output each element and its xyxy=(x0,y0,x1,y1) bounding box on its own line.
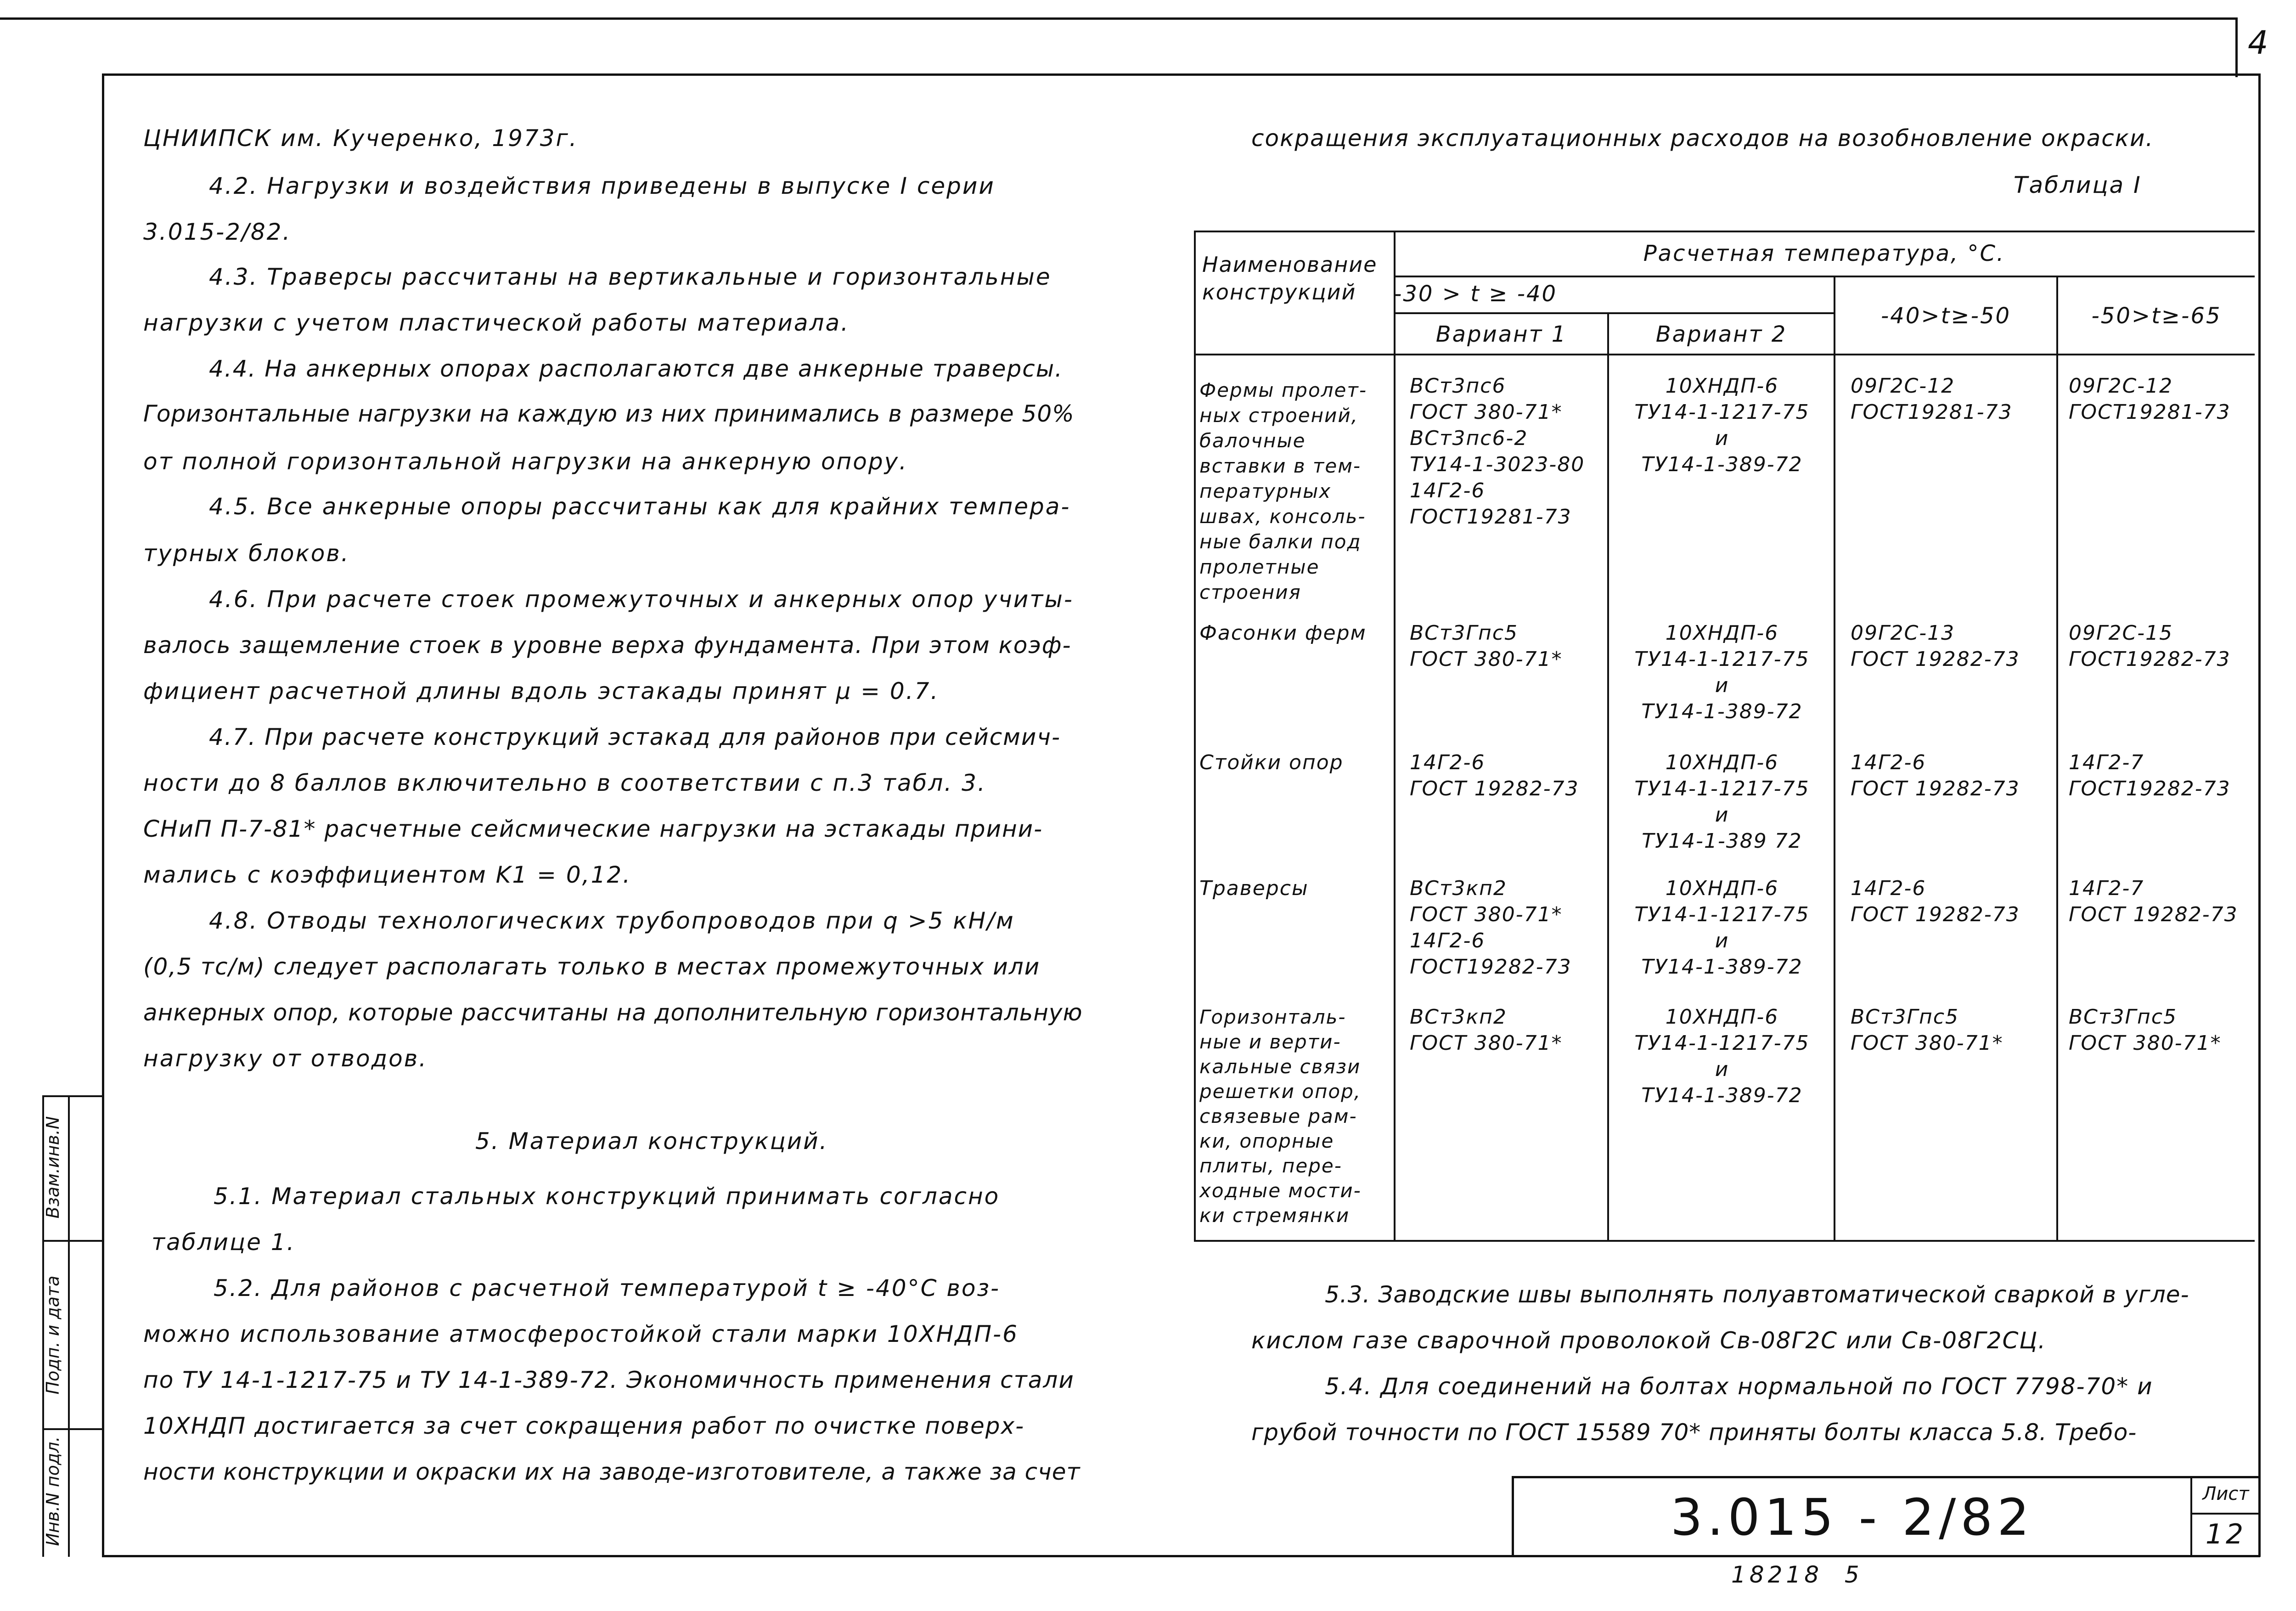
row-col-4: 14Г2-7 ГОСТ19282-73 xyxy=(2069,751,2231,800)
text-line: нагрузку от отводов. xyxy=(143,1045,428,1072)
text-line: 4.8. Отводы технологических трубопроводов при q >5 кН/м xyxy=(209,907,1015,934)
frame-bottom xyxy=(102,1555,2260,1557)
table-line xyxy=(1607,312,1609,1242)
sheet-corner-number: 4 xyxy=(2248,24,2268,62)
top-border-line xyxy=(0,17,2236,20)
side-stamp-label-replace: Взам.инв.N xyxy=(43,1116,63,1219)
frame-left xyxy=(102,73,104,1557)
text-line: нагрузки с учетом пластической работы материала. xyxy=(143,310,850,336)
row-variant-1: ВСт3кп2 ГОСТ 380-71* 14Г2-6 ГОСТ19282-73 xyxy=(1410,877,1572,979)
row-name: Стойки опор xyxy=(1199,751,1344,774)
table-line xyxy=(1194,231,1196,1242)
text-line: 4.4. На анкерных опорах располагаются две анкерные траверсы. xyxy=(209,355,1064,382)
text-line: Горизонтальные нагрузки на каждую из них принимались в размере 50% xyxy=(143,400,1075,427)
row-col-3: 09Г2С-13 ГОСТ 19282-73 xyxy=(1851,621,2020,671)
text-line: ности конструкции и окраски их на заводе-изготовителе, а также за счет xyxy=(143,1459,1080,1485)
row-variant-1: ВСт3Гпс5 ГОСТ 380-71* xyxy=(1410,621,1563,671)
row-name: Фасонки ферм xyxy=(1199,621,1367,645)
row-name: Горизонталь- ные и верти- кальные связи решетки опор, связевые рам- ки, опорные плиты, пере- ходные мости- ки стремянки xyxy=(1199,1006,1362,1227)
frame-right xyxy=(2258,73,2261,1557)
header-range-1: -30 > t ≥ -40 xyxy=(1394,281,1558,307)
header-range-2: -40>t≥-50 xyxy=(1880,303,2011,329)
table-line xyxy=(1194,1240,2255,1242)
text-line: турных блоков. xyxy=(143,540,350,567)
table-line xyxy=(1834,276,1835,1242)
row-variant-2: 10ХНДП-6 ТУ14-1-1217-75 и ТУ14-1-389-72 xyxy=(1634,621,1810,723)
table-line xyxy=(2056,276,2058,1242)
header-variant-1: Вариант 1 xyxy=(1435,321,1567,347)
table-line xyxy=(1394,231,1396,1242)
table-line xyxy=(1394,276,2255,277)
text-line: 5.1. Материал стальных конструкций принимать согласно xyxy=(214,1183,1000,1210)
row-col-4: 09Г2С-15 ГОСТ19282-73 xyxy=(2069,621,2231,671)
side-stamp-mid xyxy=(68,1095,70,1557)
text-line: 4.5. Все анкерные опоры рассчитаны как для крайних темпера- xyxy=(209,493,1071,520)
text-line: 4.6. При расчете стоек промежуточных и анкерных опор учиты- xyxy=(209,586,1074,613)
text-line: от полной горизонтальной нагрузки на анкерную опору. xyxy=(143,448,908,475)
text-line: таблице 1. xyxy=(152,1229,296,1256)
text-line: 4.2. Нагрузки и воздействия приведены в выпуске I серии xyxy=(209,173,995,199)
text-line: сокращения эксплуатационных расходов на возобновление окраски. xyxy=(1251,125,2154,152)
header-range-3: -50>t≥-65 xyxy=(2091,303,2222,329)
text-line: кислом газе сварочной проволокой Св-08Г2С или Св-08Г2СЦ. xyxy=(1251,1327,2047,1354)
text-line: анкерных опор, которые рассчитаны на дополнительную горизонтальную xyxy=(143,999,1083,1026)
row-variant-2: 10ХНДП-6 ТУ14-1-1217-75 и ТУ14-1-389 72 xyxy=(1634,751,1810,853)
table-line xyxy=(1394,312,1835,314)
header-temperature-group: Расчетная температура, °С. xyxy=(1643,241,2005,266)
text-line: 3.015-2/82. xyxy=(143,219,292,245)
row-name: Траверсы xyxy=(1199,877,1309,900)
text-line: по ТУ 14-1-1217-75 и ТУ 14-1-389-72. Экономичность применения стали xyxy=(143,1367,1075,1393)
row-variant-1: 14Г2-6 ГОСТ 19282-73 xyxy=(1410,751,1579,800)
row-variant-2: 10ХНДП-6 ТУ14-1-1217-75 и ТУ14-1-389-72 xyxy=(1634,374,1810,476)
side-stamp-label-inventory: Инв.N подл. xyxy=(43,1436,63,1546)
text-line: 10ХНДП достигается за счет сокращения работ по очистке поверх- xyxy=(143,1413,1025,1439)
text-line: мались с коэффициентом K1 = 0,12. xyxy=(143,862,632,888)
text-line: СНиП П-7-81* расчетные сейсмические нагрузки на эстакады прини- xyxy=(143,816,1043,842)
row-col-4: 14Г2-7 ГОСТ 19282-73 xyxy=(2069,877,2238,926)
bottom-note: 18218 5 xyxy=(1731,1561,1863,1588)
row-col-3: 14Г2-6 ГОСТ 19282-73 xyxy=(1851,877,2020,926)
row-name: Фермы пролет- ных строений, балочные вставки в тем- пературных швах, консоль- ные балки под пролетные строения xyxy=(1199,379,1367,603)
text-line: валось защемление стоек в уровне верха фундамента. При этом коэф- xyxy=(143,632,1072,659)
text-line: ности до 8 баллов включительно в соответствии с п.3 табл. 3. xyxy=(143,770,986,796)
header-name-line2: конструкций xyxy=(1202,280,1356,304)
row-col-3: ВСт3Гпс5 ГОСТ 380-71* xyxy=(1851,1005,2003,1055)
text-line: грубой точности по ГОСТ 15589 70* приняты болты класса 5.8. Требо- xyxy=(1251,1419,2137,1446)
title-block-sheet-mid xyxy=(2190,1513,2259,1515)
text-line: можно использование атмосферостойкой стали марки 10ХНДП-6 xyxy=(143,1321,1019,1347)
side-stamp-sep1 xyxy=(42,1240,103,1242)
row-variant-2: 10ХНДП-6 ТУ14-1-1217-75 и ТУ14-1-389-72 xyxy=(1634,877,1810,979)
sheet-label: Лист xyxy=(2202,1483,2249,1504)
title-block-top xyxy=(1512,1476,2260,1478)
side-stamp-label-sign-date: Подп. и дата xyxy=(43,1275,63,1395)
text-line: ЦНИИПСК им. Кучеренко, 1973г. xyxy=(143,125,578,152)
header-name-line1: Наименование xyxy=(1202,252,1378,277)
table-caption: Таблица I xyxy=(2014,172,2142,198)
side-stamp-top xyxy=(42,1095,103,1097)
text-line: 5.2. Для районов с расчетной температурой t ≥ -40°С воз- xyxy=(214,1275,1001,1301)
text-line: 5.4. Для соединений на болтах нормальной по ГОСТ 7798-70* и xyxy=(1325,1373,2153,1400)
table-line xyxy=(1194,354,2255,355)
row-variant-1: ВСт3кп2 ГОСТ 380-71* xyxy=(1410,1005,1563,1055)
text-line: 4.7. При расчете конструкций эстакад для районов при сейсмич- xyxy=(209,724,1061,750)
row-col-3: 09Г2С-12 ГОСТ19281-73 xyxy=(1851,374,2013,424)
corner-divider xyxy=(2235,17,2238,77)
table-line xyxy=(1194,231,2255,232)
row-col-3: 14Г2-6 ГОСТ 19282-73 xyxy=(1851,751,2020,800)
text-line: 4.3. Траверсы рассчитаны на вертикальные и горизонтальные xyxy=(209,264,1052,290)
text-line: 5.3. Заводские швы выполнять полуавтоматической сваркой в угле- xyxy=(1325,1281,2189,1308)
row-col-4: ВСт3Гпс5 ГОСТ 380-71* xyxy=(2069,1005,2222,1055)
text-line: (0,5 тс/м) следует располагать только в местах промежуточных или xyxy=(143,953,1041,980)
row-col-4: 09Г2С-12 ГОСТ19281-73 xyxy=(2069,374,2231,424)
document-designation: 3.015 - 2/82 xyxy=(1670,1488,2034,1547)
text-line: фициент расчетной длины вдоль эстакады принят μ = 0.7. xyxy=(143,678,940,704)
frame-top xyxy=(102,73,2260,76)
row-variant-2: 10ХНДП-6 ТУ14-1-1217-75 и ТУ14-1-389-72 xyxy=(1634,1005,1810,1107)
header-variant-2: Вариант 2 xyxy=(1655,321,1787,347)
sheet-number: 12 xyxy=(2205,1518,2246,1550)
row-variant-1: ВСт3пс6 ГОСТ 380-71* ВСт3пс6-2 ТУ14-1-3023-80 14Г2-6 ГОСТ19281-73 xyxy=(1410,374,1585,529)
section-heading: 5. Материал конструкций. xyxy=(475,1128,828,1155)
